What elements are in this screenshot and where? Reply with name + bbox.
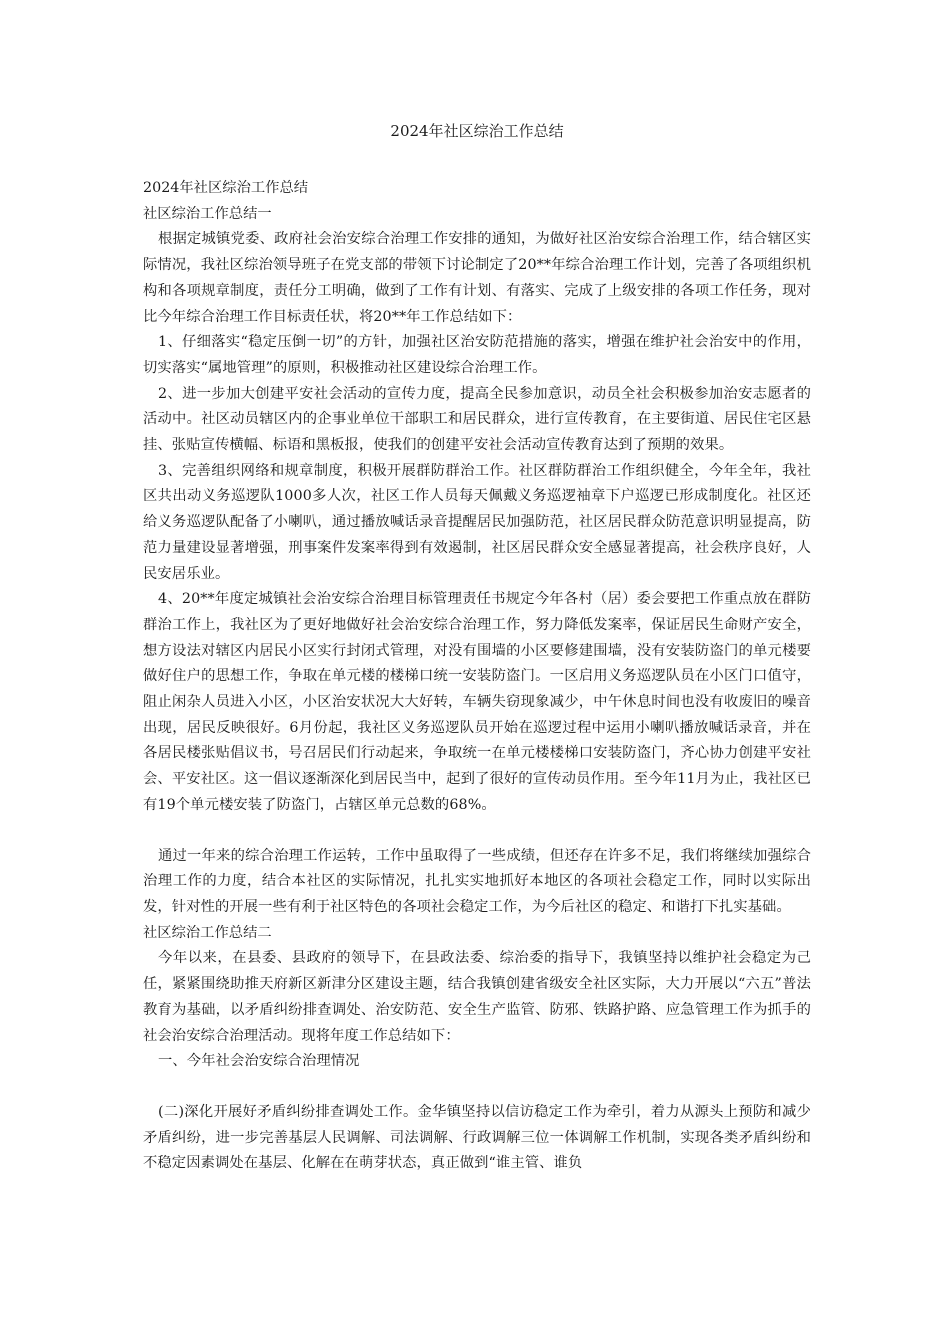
section1-paragraph-item1: 1、仔细落实“稳定压倒一切”的方针，加强社区治安防范措施的落实，增强在维护社会治安中的作用，切实落实“属地管理”的原则，积极推动社区建设综合治理工作。 bbox=[143, 334, 811, 376]
section1-paragraph-item2: 2、进一步加大创建平安社会活动的宣传力度，提高全民参加意识，动员全社会积极参加治安志愿者的活动中。社区动员辖区内的企事业单位干部职工和居民群众，进行宣传教育，在主要街道、居民住宅区悬挂、张贴宣传横幅、标语和黑板报，使我们的创建平安社会活动宣传教育达到了预期的效果。 bbox=[143, 385, 811, 454]
paragraph-spacer bbox=[143, 1075, 811, 1100]
paragraph-spacer bbox=[143, 819, 811, 844]
document-page bbox=[143, 120, 811, 1177]
section2-heading: 社区综治工作总结二 bbox=[143, 924, 272, 941]
section1-heading: 社区综治工作总结一 bbox=[143, 205, 272, 222]
section2-paragraph-intro: 今年以来，在县委、县政府的领导下，在县政法委、综治委的指导下，我镇坚持以维护社会稳定为己任，紧紧围绕助推天府新区新津分区建设主题，结合我镇创建省级安全社区实际，大力开展以“六五”普法教育为基础，以矛盾纠纷排查调处、治安防范、安全生产监管、防邪、铁路护路、应急管理工作为抓手的社会治安综合治理活动。现将年度工作总结如下： bbox=[143, 950, 811, 1044]
section1-paragraph-intro: 根据定城镇党委、政府社会治安综合治理工作安排的通知，为做好社区治安综合治理工作，结合辖区实际情况，我社区综治领导班子在党支部的带领下讨论制定了20**年综合治理工作计划，完善了各项组织机构和各项规章制度，责任分工明确，做到了工作有计划、有落实、完成了上级安排的各项工作任务，现对比今年综合治理工作目标责任状，将20**年工作总结如下： bbox=[143, 231, 811, 325]
section1-closing-paragraph: 通过一年来的综合治理工作运转，工作中虽取得了一些成绩，但还存在许多不足，我们将继续加强综合治理工作的力度，结合本社区的实际情况，扎扎实实地抓好本地区的各项社会稳定工作，同时以实际出发，针对性的开展一些有利于社区特色的各项社会稳定工作，为今后社区的稳定、和谐打下扎实基础。 bbox=[143, 847, 811, 915]
section2-subheading: 一、今年社会治安综合治理情况 bbox=[158, 1053, 360, 1070]
document-title: 2024年社区综治工作总结 bbox=[390, 122, 564, 140]
document-subtitle: 2024年社区综治工作总结 bbox=[143, 180, 309, 196]
section1-paragraph-item4: 4、20**年度定城镇社会治安综合治理目标管理责任书规定今年各村（居）委会要把工作重点放在群防群治工作上，我社区为了更好地做好社会治安综合治理工作，努力降低发案率，保证居民生命财产安全，想方设法对辖区内居民小区实行封闭式管理，对没有围墙的小区要修建围墙，没有安装防盗门的单元楼要做好住户的思想工作，争取在单元楼的楼梯口统一安装防盗门。一区启用义务巡逻队员在小区门口值守，阻止闲杂人员进入小区，小区治安状况大大好转，车辆失窃现象减少，中午休息时间也没有收废旧的噪音出现，居民反映很好。6月份起，我社区义务巡逻队员开始在巡逻过程中运用小喇叭播放喊话录音，并在各居民楼张贴倡议书，号召居民们行动起来，争取统一在单元楼楼梯口安装防盗门，齐心协力创建平安社会、平安社区。这一倡议逐渐深化到居民当中，起到了很好的宣传动员作用。至今年11月为止，我社区已有19个单元楼安装了防盗门，占辖区单元总数的68%。 bbox=[143, 591, 811, 813]
section2-paragraph-mediation: (二)深化开展好矛盾纠纷排查调处工作。金华镇坚持以信访稳定工作为牵引，着力从源头上预防和减少矛盾纠纷，进一步完善基层人民调解、司法调解、行政调解三位一体调解工作机制，实现各类矛盾纠纷和不稳定因素调处在基层、化解在在萌芽状态，真正做到“谁主管、谁负 bbox=[143, 1103, 811, 1172]
section1-paragraph-item3: 3、完善组织网络和规章制度，积极开展群防群治工作。社区群防群治工作组织健全，今年全年，我社区共出动义务巡逻队1000多人次，社区工作人员每天佩戴义务巡逻袖章下户巡逻已形成制度化。社区还给义务巡逻队配备了小喇叭，通过播放喊话录音提醒居民加强防范，社区居民群众防范意识明显提高，防范力量建设显著增强，刑事案件发案率得到有效遏制，社区居民群众安全感显著提高，社会秩序良好，人民安居乐业。 bbox=[143, 462, 811, 582]
